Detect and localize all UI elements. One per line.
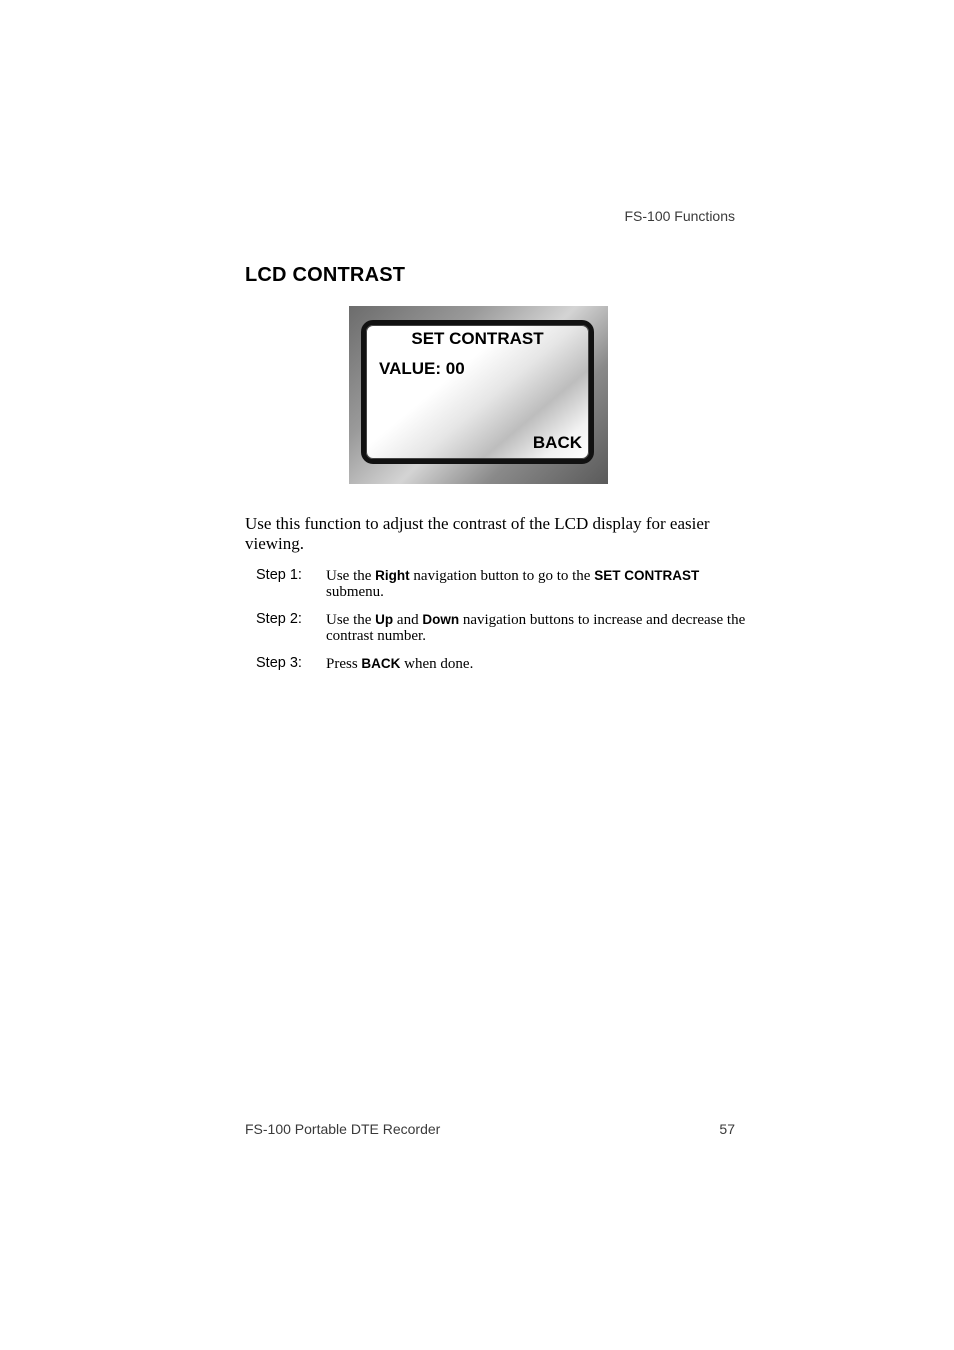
lcd-contrast-value: VALUE: 00 [379,359,465,378]
step-3 [256,654,746,672]
step-label: Step 2: [256,611,302,627]
step-1 [256,566,746,600]
lcd-back-label: BACK [532,433,582,452]
step-text-part: and [393,612,423,628]
step-text [326,610,746,644]
lcd-menu-title: SET CONTRAST [411,329,544,348]
ui-term: BACK [361,656,401,671]
intro-paragraph: Use this function to adjust the contrast of the LCD display for easier viewing. [245,514,710,553]
step-text-part: submenu. [326,584,384,600]
ui-term: Down [422,612,460,627]
footer-document-title: FS-100 Portable DTE Recorder [245,1121,441,1137]
ui-term: Right [375,568,410,583]
page-number: 57 [719,1121,735,1137]
step-text-part: when done. [400,656,474,672]
step-text-part: Use the [326,612,376,628]
ui-term: Up [375,612,394,627]
steps-list [256,566,746,682]
ui-term: SET CONTRAST [594,568,700,583]
lcd-illustration [349,306,608,484]
section-title: LCD CONTRAST [245,264,406,286]
step-text-part: Use the [326,568,376,584]
lcd-screen [361,320,594,464]
step-2 [256,610,746,644]
step-text-part: navigation button to go to the [409,568,595,584]
step-text-part: navigation buttons to increase and decrease the contrast number. [326,612,746,644]
running-header: FS-100 Functions [624,208,735,224]
step-text-part: Press [326,656,362,672]
step-text [326,566,746,600]
step-text [326,654,746,672]
step-label: Step 3: [256,655,302,671]
step-label: Step 1: [256,567,302,583]
